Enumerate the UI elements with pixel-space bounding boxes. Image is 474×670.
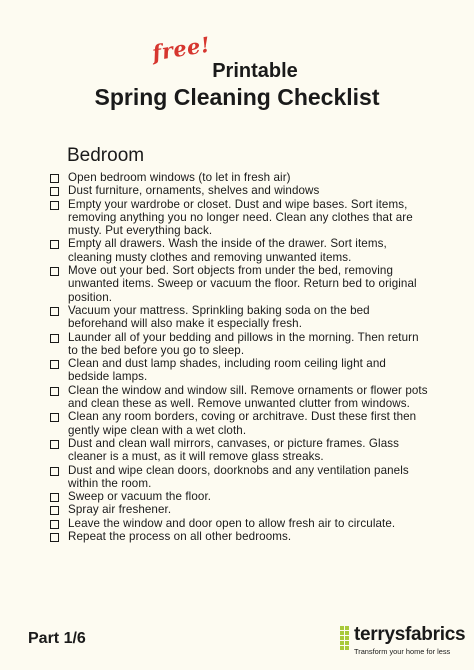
checklist-item: [50, 490, 430, 503]
checklist-item: [50, 464, 430, 491]
logo-wordmark: terrysfabrics: [354, 624, 466, 645]
checklist-item-text: Clean any room borders, coving or architrave. Dust these first then gently wipe clean with a wet cloth.: [68, 410, 417, 437]
part-indicator: Part 1/6: [28, 630, 86, 647]
checklist-item-text: Empty your wardrobe or closet. Dust and wipe bases. Sort items, removing anything you no longer need. Clean any clothes that are musty. Put everything back.: [68, 197, 413, 238]
checklist-item: [50, 517, 430, 530]
checklist-item-text: Dust and clean wall mirrors, canvases, or picture frames. Glass cleaner is a must, as it will remove glass streaks.: [68, 436, 400, 464]
checklist-item-text: Move out your bed. Sort objects from under the bed, removing unwanted items. Sweep or vacuum the floor. Return bed to original position.: [68, 264, 417, 304]
checklist-item: [50, 304, 430, 331]
checklist-item-text: Launder all of your bedding and pillows in the morning. Then return to the bed before you go to sleep.: [68, 330, 419, 357]
checklist: [50, 171, 430, 543]
checklist-item: [50, 264, 430, 304]
checklist-item-text: Empty all drawers. Wash the inside of the drawer. Sort items, cleaning musty clothes and removing unwanted items.: [68, 237, 387, 264]
checklist-item-text: Open bedroom windows (to let in fresh air): [68, 171, 291, 184]
checkbox[interactable]: [50, 240, 59, 249]
terrys-fabrics-logo: [340, 624, 466, 658]
checklist-item-text: Clean the window and window sill. Remove ornaments or flower pots and clean these as well. Remove unwanted clutter from windows.: [68, 383, 428, 411]
checklist-item: [50, 198, 430, 238]
checklist-item-text: Spray air freshener.: [68, 503, 172, 517]
checklist-item: [50, 171, 430, 184]
checkbox[interactable]: [50, 307, 59, 316]
checkbox[interactable]: [50, 467, 59, 476]
checkbox[interactable]: [50, 493, 59, 502]
checkbox[interactable]: [50, 413, 59, 422]
free-label: free!: [150, 31, 213, 66]
checkbox[interactable]: [50, 440, 59, 449]
checklist-item-text: Dust and wipe clean doors, doorknobs and any ventilation panels within the room.: [68, 463, 409, 490]
checkbox[interactable]: [50, 520, 59, 529]
checkbox[interactable]: [50, 201, 59, 210]
checklist-item: [50, 237, 430, 264]
checklist-item-text: Repeat the process on all other bedrooms.: [68, 530, 292, 544]
section-heading: Bedroom: [67, 145, 145, 166]
checkbox[interactable]: [50, 387, 59, 396]
logo-mark-icon: [340, 626, 350, 656]
checkbox[interactable]: [50, 334, 59, 343]
checklist-item: [50, 410, 430, 437]
checklist-item: [50, 384, 430, 411]
checklist-item-text: Vacuum your mattress. Sprinkling baking soda on the bed beforehand will also make it especially fresh.: [68, 303, 370, 331]
checklist-item: [50, 530, 430, 543]
checkbox[interactable]: [50, 174, 59, 183]
checklist-item-text: Leave the window and door open to allow fresh air to circulate.: [68, 516, 396, 530]
checkbox[interactable]: [50, 267, 59, 276]
checkbox[interactable]: [50, 360, 59, 369]
title-line-1: Printable: [212, 60, 298, 82]
checklist-item: [50, 437, 430, 464]
checklist-item: [50, 184, 430, 197]
checklist-item-text: Sweep or vacuum the floor.: [68, 490, 212, 504]
checkbox[interactable]: [50, 187, 59, 196]
checklist-item: [50, 331, 430, 358]
checklist-item-text: Dust furniture, ornaments, shelves and windows: [68, 184, 320, 198]
checkbox[interactable]: [50, 506, 59, 515]
logo-tagline: Transform your home for less: [354, 647, 451, 656]
checklist-item: [50, 357, 430, 384]
checklist-item-text: Clean and dust lamp shades, including room ceiling light and bedside lamps.: [68, 357, 386, 384]
checklist-item: [50, 503, 430, 516]
page-title: Spring Cleaning Checklist: [94, 84, 380, 110]
checkbox[interactable]: [50, 533, 59, 542]
